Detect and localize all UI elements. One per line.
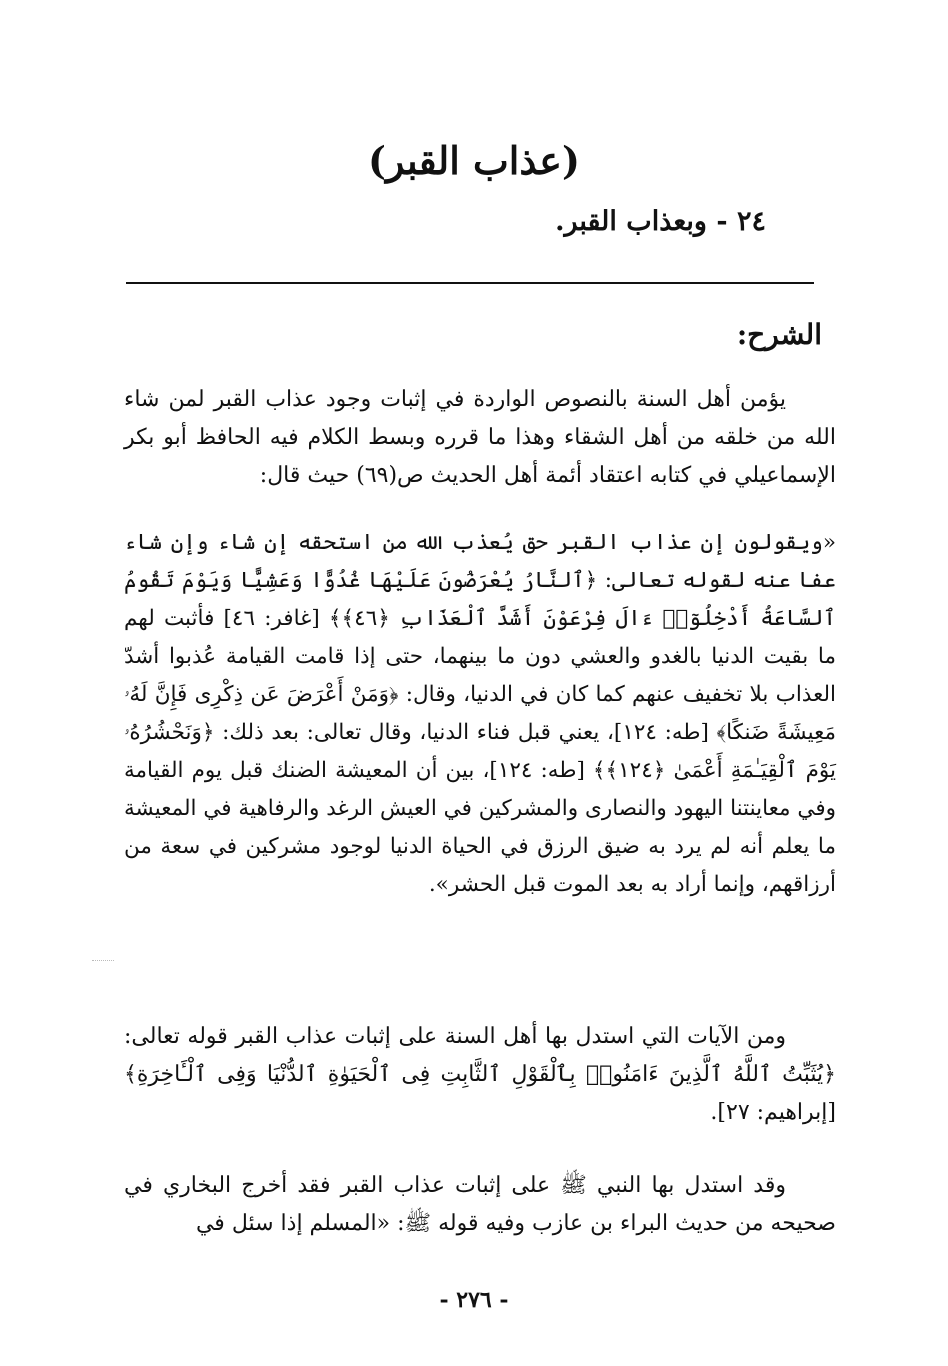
- page-number: - ٢٧٦ -: [439, 1287, 509, 1313]
- quotation-paragraph: «ويقولون إن عذاب القبر حق يُعذب الله من استحقه إن شاء وإن شاء عفا عنه لقوله تعالى: ﴿ٱلنَّارُ يُعْرَضُونَ عَلَيْهَا غُدُوًّا وَعَشِيًّا وَيَوْمَ تَقُومُ ٱلسَّاعَةُ أَدْخِلُوٓا۟ ءَالَ فِرْعَوْنَ أَشَدَّ ٱلْعَذَابِ ﴿٤٦﴾﴾ [غافر: ٤٦] فأثبت لهم ما بقيت الدنيا بالغدو والعشي دون ما بينهما، حتى إذا قامت القيامة عُذبوا أشدّ العذاب بلا تخفيف عنهم كما كان في الدنيا، وقال: ﴿وَمَنْ أَعْرَضَ عَن ذِكْرِى فَإِنَّ لَهُۥ مَعِيشَةً ضَنكًا﴾ [طه: ١٢٤]، يعني قبل فناء الدنيا، وقال تعالى: بعد ذلك: ﴿وَنَحْشُرُهُۥ يَوْمَ ٱلْقِيَـٰمَةِ أَعْمَىٰ ﴿١٢٤﴾﴾ [طه: ١٢٤]، بين أن المعيشة الضنك قبل يوم القيامة وفي معاينتنا اليهود والنصارى والمشركين في العيش الرغد والرفاهية في المعيشة ما يعلم أنه لم يرد به ضيق الرزق في الحياة الدنيا لوجود مشركين في سعة من أرزاقهم، وإنما أراد به بعد الموت قبل الحشر».: [124, 530, 837, 897]
- margin-mark: [92, 960, 114, 971]
- commentary-label: الشرح:: [736, 318, 822, 351]
- creed-item: ٢٤ - وبعذاب القبر.: [555, 206, 766, 237]
- divider-line: [126, 282, 814, 284]
- paragraph: وقد استدل بها النبي ﷺ على إثبات عذاب القبر فقد أخرج البخاري في صحيحه من حديث البراء بن عازب وفيه قوله ﷺ: «المسلم إذا سئل في: [124, 1173, 836, 1236]
- paragraph: ومن الآيات التي استدل بها أهل السنة على إثبات عذاب القبر قوله تعالى: ﴿يُثَبِّتُ ٱللَّهُ ٱلَّذِينَ ءَامَنُوا۟ بِٱلْقَوْلِ ٱلثَّابِتِ فِى ٱلْحَيَوٰةِ ٱلدُّنْيَا وَفِى ٱلْـَٔاخِرَةِ﴾ [إبراهيم: ٢٧].: [124, 1024, 836, 1125]
- chapter-title: (عذاب القبر): [368, 138, 580, 183]
- paragraph: يؤمن أهل السنة بالنصوص الواردة في إثبات وجود عذاب القبر لمن شاء الله من خلقه من أهل الشقاء وهذا ما قرره وبسط الكلام فيه الحافظ أبو بكر الإسماعيلي في كتابه اعتقاد أئمة أهل الحديث ص(٦٩) حيث قال:: [124, 387, 836, 488]
